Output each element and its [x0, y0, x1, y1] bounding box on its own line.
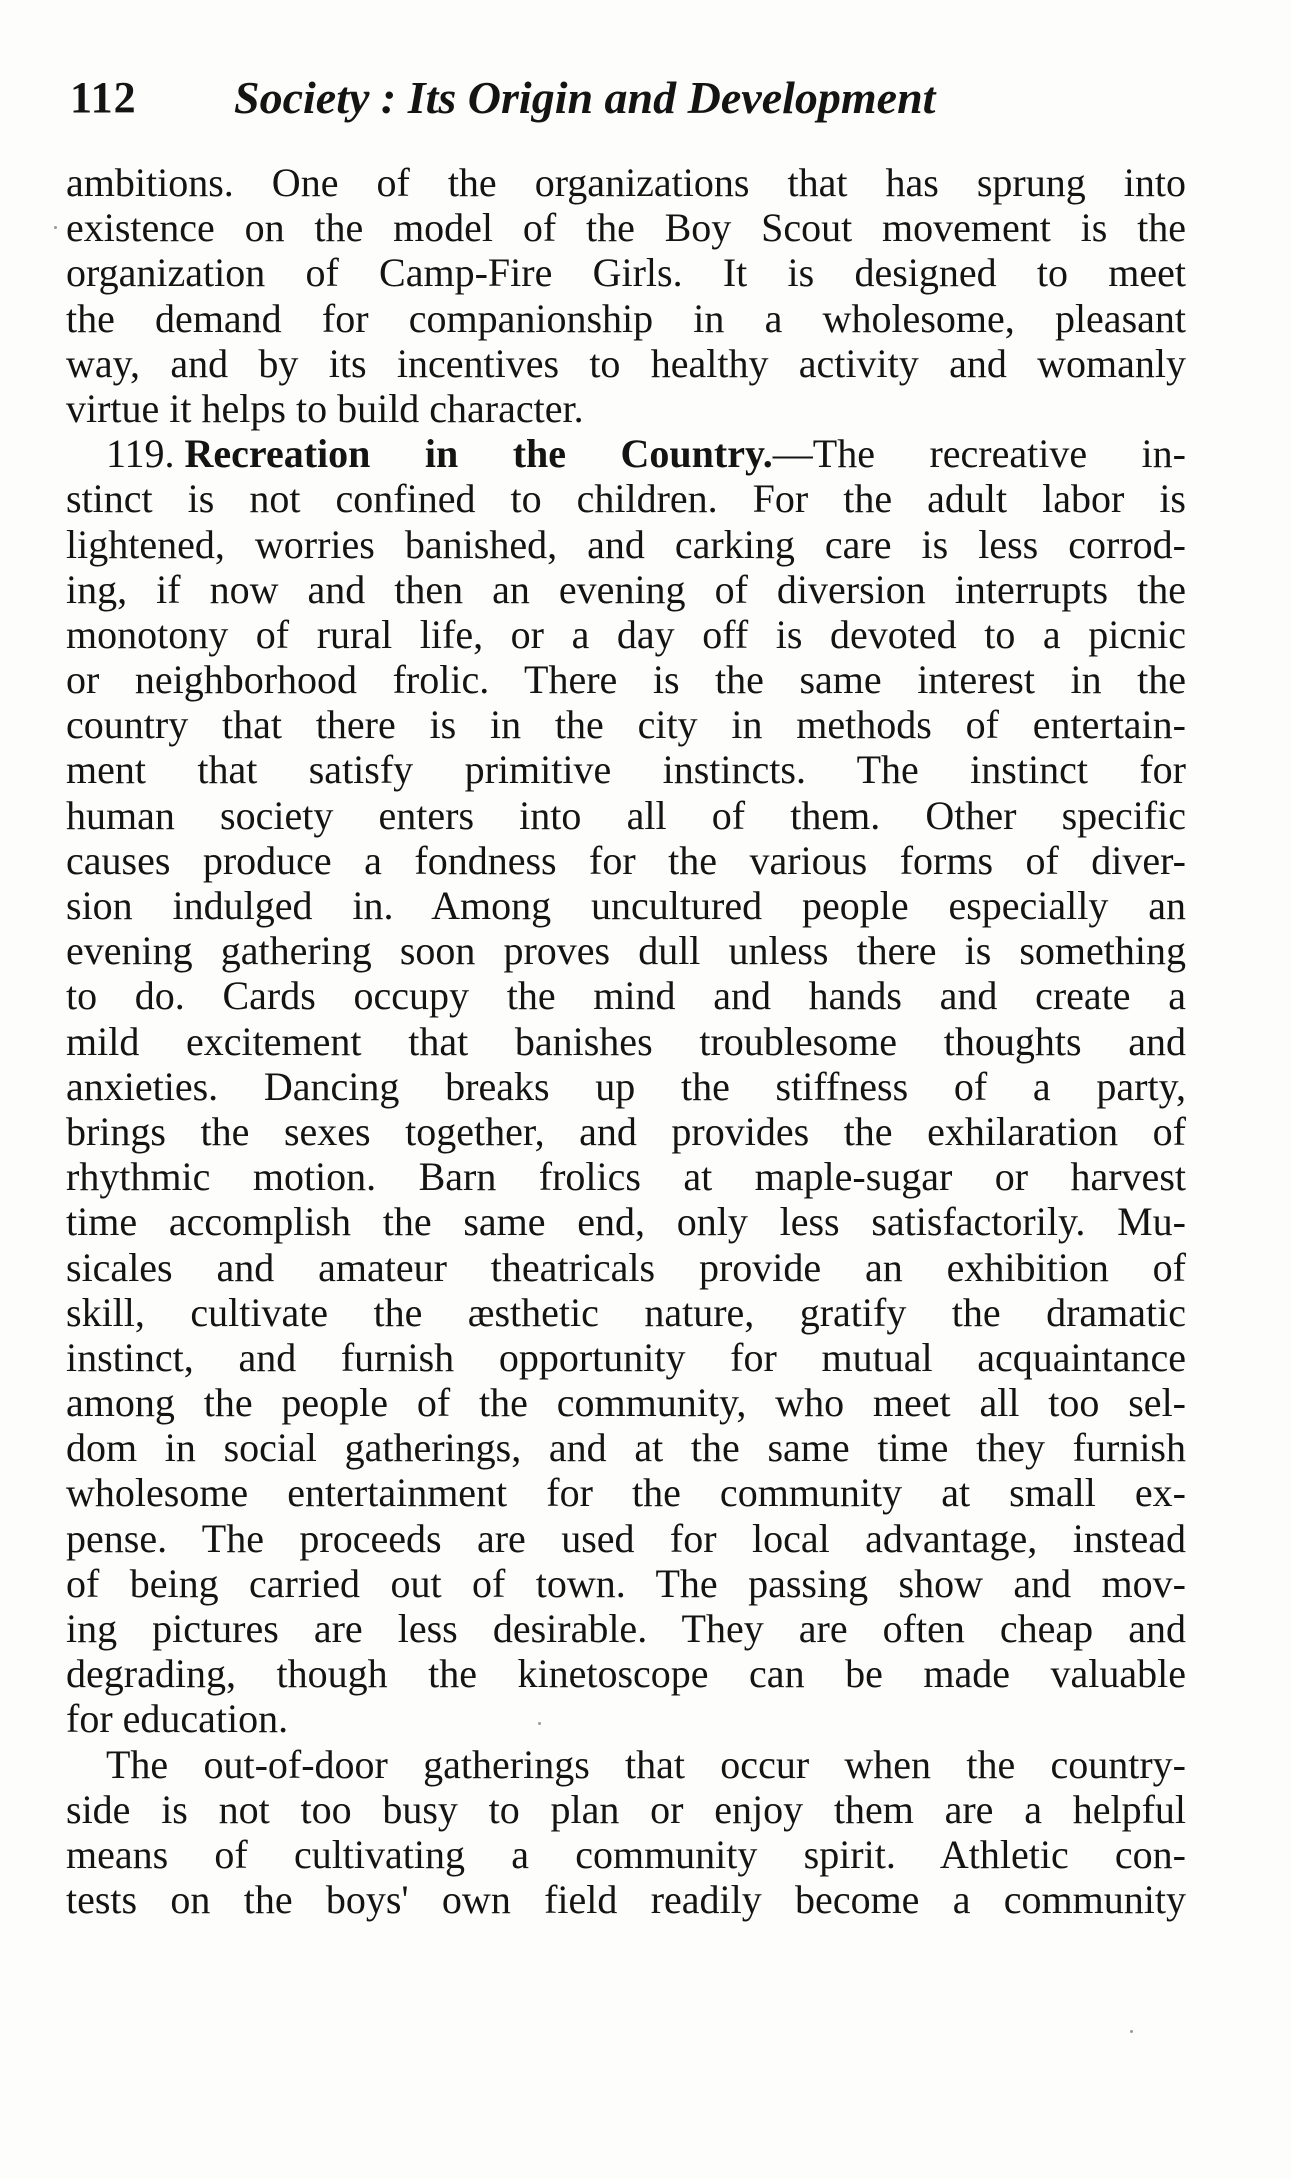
text-line: ment that satisfy primitive instincts. The instinct for	[66, 747, 1186, 793]
text-line: ambitions. One of the organizations that has sprung into	[66, 160, 1186, 205]
text-line: wholesome entertainment for the community at small ex-	[66, 1470, 1186, 1516]
text-line: evening gathering soon proves dull unless there is something	[66, 928, 1186, 974]
text-line: to do. Cards occupy the mind and hands and create a	[66, 973, 1186, 1019]
scan-speck	[54, 226, 57, 229]
text-line: human society enters into all of them. Other specific	[66, 792, 1186, 838]
text-line: side is not too busy to plan or enjoy them are a helpful	[66, 1786, 1186, 1832]
running-title: Society : Its Origin and Development	[234, 72, 936, 123]
section-119-recreation-in-the-country	[66, 431, 1186, 1741]
text-line: or neighborhood frolic. There is the same interest in the	[66, 657, 1186, 703]
text-line: dom in social gatherings, and at the same time they furnish	[66, 1425, 1186, 1471]
section-first-line	[66, 431, 1186, 476]
paragraph-camp-fire-girls	[66, 160, 1186, 431]
text-line: sion indulged in. Among uncultured people especially an	[66, 883, 1186, 928]
text-line: means of cultivating a community spirit. Athletic con-	[66, 1831, 1186, 1877]
text-line: existence on the model of the Boy Scout movement is the	[66, 205, 1186, 251]
text-line: country that there is in the city in methods of entertain-	[66, 702, 1186, 748]
text-line: ing pictures are less desirable. They are often cheap and	[66, 1606, 1186, 1651]
text-line: skill, cultivate the æsthetic nature, gratify the dramatic	[66, 1289, 1186, 1335]
text-line: lightened, worries banished, and carking care is less corrod-	[66, 521, 1186, 567]
text-line: monotony of rural life, or a day off is devoted to a picnic	[66, 611, 1186, 657]
text-line: brings the sexes together, and provides the exhilaration of	[66, 1108, 1186, 1154]
text-line: degrading, though the kinetoscope can be made valuable	[66, 1651, 1186, 1697]
text-line: time accomplish the same end, only less satisfactorily. Mu-	[66, 1199, 1186, 1245]
text-line: organization of Camp-Fire Girls. It is designed to meet	[66, 250, 1186, 296]
text-line: sicales and amateur theatricals provide an exhibition of	[66, 1244, 1186, 1290]
text-line: pense. The proceeds are used for local advantage, instead	[66, 1515, 1186, 1561]
page-number: 112	[70, 73, 137, 122]
text-line: ing, if now and then an evening of diversion interrupts the	[66, 566, 1186, 612]
text-line: way, and by its incentives to healthy activity and womanly	[66, 340, 1186, 386]
text-line: the demand for companionship in a wholesome, pleasant	[66, 295, 1186, 341]
text-line: mild excitement that banishes troublesome thoughts and	[66, 1018, 1186, 1064]
paragraph-out-of-door-gatherings	[66, 1742, 1186, 1923]
text-line: instinct, and furnish opportunity for mutual acquaintance	[66, 1334, 1186, 1380]
text-line: The out-of-door gatherings that occur when the country-	[106, 1741, 1186, 1787]
text-line: stinct is not confined to children. For the adult labor is	[66, 476, 1186, 522]
body-text	[66, 160, 1186, 1922]
text-line: tests on the boys' own field readily become a community	[66, 1877, 1186, 1923]
section-heading: Recreation in the Country.	[184, 431, 773, 477]
section-number: 119.	[106, 431, 175, 477]
scan-speck	[538, 1722, 541, 1725]
text-line: anxieties. Dancing breaks up the stiffness of a party,	[66, 1063, 1186, 1109]
text-line: for education.	[66, 1696, 289, 1742]
text-line: of being carried out of town. The passing show and mov-	[66, 1560, 1186, 1606]
running-head	[70, 68, 1190, 128]
text-line: rhythmic motion. Barn frolics at maple-sugar or harvest	[66, 1154, 1186, 1200]
section-lead-text: —The recreative in-	[772, 431, 1186, 477]
scan-speck	[1130, 2030, 1133, 2033]
text-line: causes produce a fondness for the various forms of diver-	[66, 837, 1186, 883]
text-line: among the people of the community, who meet all too sel-	[66, 1380, 1186, 1426]
text-line: virtue it helps to build character.	[66, 385, 584, 431]
